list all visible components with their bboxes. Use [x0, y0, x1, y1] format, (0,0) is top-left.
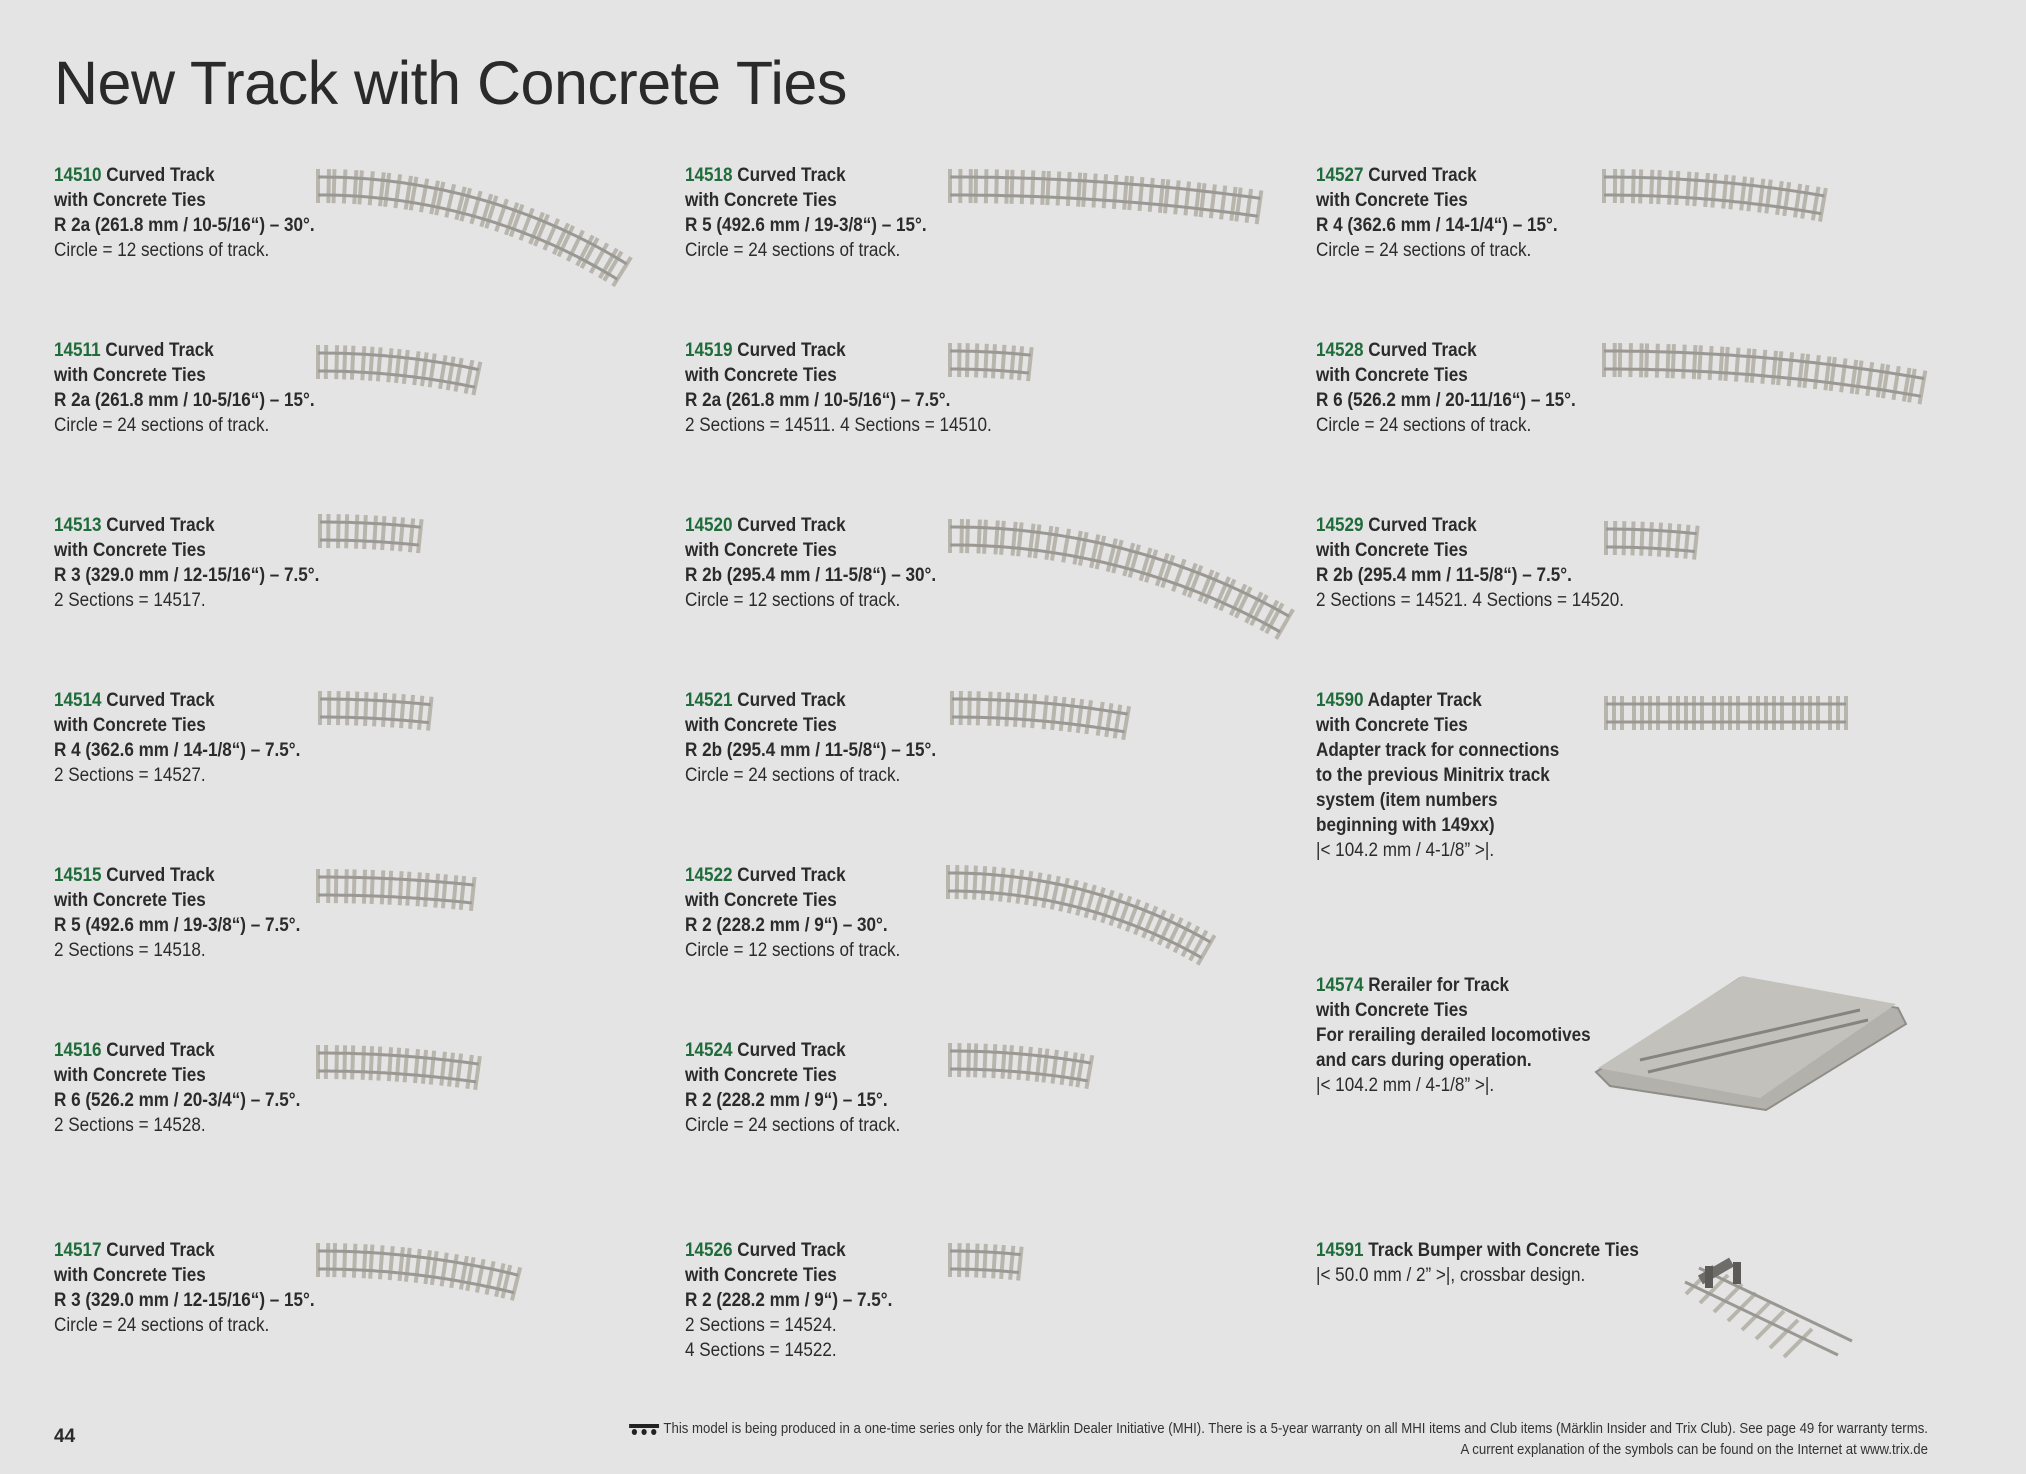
catalog-item — [1316, 338, 1576, 438]
item-subtitle: with Concrete Ties — [1316, 540, 1468, 561]
item-heading — [54, 1038, 300, 1063]
catalog-item — [685, 338, 992, 438]
track-bumper-illustration — [1685, 1258, 1852, 1357]
catalog-item — [54, 1238, 315, 1338]
item-note: Circle = 24 sections of track. — [685, 765, 901, 786]
item-heading — [1316, 513, 1624, 538]
track-14511 — [318, 345, 480, 395]
item-subtitle: with Concrete Ties — [1316, 190, 1468, 211]
item-subtitle: with Concrete Ties — [54, 715, 206, 736]
item-heading — [1316, 338, 1576, 363]
item-spec: R 4 (362.6 mm / 14-1/4“) – 15°. — [1316, 215, 1558, 236]
item-subtitle: with Concrete Ties — [54, 190, 206, 211]
item-heading — [54, 513, 319, 538]
item-number: 14513 — [54, 515, 102, 536]
item-name: Curved Track — [732, 1240, 846, 1261]
item-subtitle: with Concrete Ties — [1316, 715, 1468, 736]
item-name: Curved Track — [101, 690, 215, 711]
catalog-item — [54, 688, 300, 788]
item-name: Track Bumper with Concrete Ties — [1363, 1240, 1639, 1261]
item-note: |< 104.2 mm / 4-1/8” >|. — [1316, 1075, 1495, 1096]
item-name: Curved Track — [101, 1240, 215, 1261]
item-spec: R 3 (329.0 mm / 12-15/16“) – 15°. — [54, 1290, 315, 1311]
item-spec: R 2a (261.8 mm / 10-5/16“) – 30°. — [54, 215, 315, 236]
item-spec: R 2b (295.4 mm / 11-5/8“) – 7.5°. — [1316, 565, 1572, 586]
track-14513 — [320, 514, 422, 553]
catalog-item — [54, 863, 300, 963]
item-number: 14516 — [54, 1040, 102, 1061]
item-number: 14519 — [685, 340, 733, 361]
page-number: 44 — [54, 1426, 76, 1447]
item-note: |< 50.0 mm / 2” >|, crossbar design. — [1316, 1265, 1586, 1286]
catalog-item — [685, 513, 936, 613]
item-heading — [685, 338, 992, 363]
item-subtitle: with Concrete Ties — [54, 890, 206, 911]
item-number: 14515 — [54, 865, 102, 886]
item-number: 14590 — [1316, 690, 1364, 711]
item-name: Curved Track — [1363, 165, 1477, 186]
item-note: 2 Sections = 14511. 4 Sections = 14510. — [685, 415, 992, 436]
item-note: 4 Sections = 14522. — [685, 1340, 837, 1361]
track-14528 — [1604, 343, 1925, 404]
footer-note — [628, 1418, 1928, 1460]
page-title: New Track with Concrete Ties — [54, 49, 847, 117]
item-heading — [685, 688, 936, 713]
item-note: 2 Sections = 14518. — [54, 940, 206, 961]
item-note: 2 Sections = 14527. — [54, 765, 206, 786]
item-spec: R 3 (329.0 mm / 12-15/16“) – 7.5°. — [54, 565, 320, 586]
item-note: Circle = 24 sections of track. — [1316, 240, 1532, 261]
item-spec: system (item numbers — [1316, 790, 1498, 811]
item-subtitle: with Concrete Ties — [685, 1265, 837, 1286]
item-name: Curved Track — [101, 165, 215, 186]
item-spec: R 2 (228.2 mm / 9“) – 7.5°. — [685, 1290, 893, 1311]
track-14518 — [950, 169, 1261, 224]
track-14517 — [318, 1243, 520, 1300]
track-14520 — [950, 519, 1293, 639]
track-14515 — [318, 869, 475, 911]
item-spec: R 4 (362.6 mm / 14-1/8“) – 7.5°. — [54, 740, 301, 761]
item-number: 14522 — [685, 865, 733, 886]
item-note: Circle = 12 sections of track. — [54, 240, 270, 261]
item-name: Curved Track — [101, 1040, 215, 1061]
item-spec: R 5 (492.6 mm / 19-3/8“) – 7.5°. — [54, 915, 301, 936]
item-spec: and cars during operation. — [1316, 1050, 1532, 1071]
track-14522 — [948, 865, 1215, 965]
item-spec: R 2a (261.8 mm / 10-5/16“) – 15°. — [54, 390, 315, 411]
catalog-item — [685, 863, 900, 963]
item-heading — [54, 863, 300, 888]
item-spec: Adapter track for connections — [1316, 740, 1560, 761]
item-note: 2 Sections = 14517. — [54, 590, 206, 611]
item-note: Circle = 24 sections of track. — [1316, 415, 1532, 436]
item-note: 2 Sections = 14521. 4 Sections = 14520. — [1316, 590, 1625, 611]
item-subtitle: with Concrete Ties — [54, 1065, 206, 1086]
catalog-item — [685, 1038, 900, 1138]
item-spec: R 2b (295.4 mm / 11-5/8“) – 15°. — [685, 740, 937, 761]
catalog-item — [54, 1038, 300, 1138]
item-subtitle: with Concrete Ties — [54, 540, 206, 561]
item-name: Curved Track — [732, 165, 846, 186]
item-heading — [685, 1038, 900, 1063]
catalog-item — [685, 163, 927, 263]
item-subtitle: with Concrete Ties — [685, 715, 837, 736]
item-note: Circle = 24 sections of track. — [685, 240, 901, 261]
track-14526 — [950, 1243, 1022, 1281]
item-name: Curved Track — [732, 1040, 846, 1061]
track-14521 — [952, 691, 1129, 740]
rerailer-illustration — [1596, 976, 1906, 1110]
item-heading — [685, 863, 900, 888]
item-note: |< 104.2 mm / 4-1/8” >|. — [1316, 840, 1495, 861]
catalog-item — [1316, 1238, 1639, 1288]
item-number: 14524 — [685, 1040, 733, 1061]
item-heading — [54, 1238, 315, 1263]
item-subtitle: with Concrete Ties — [685, 365, 837, 386]
item-note: 2 Sections = 14528. — [54, 1115, 206, 1136]
item-note: Circle = 12 sections of track. — [685, 940, 901, 961]
mhi-symbol-icon — [628, 1422, 660, 1436]
track-14527 — [1604, 169, 1826, 222]
item-name: Curved Track — [101, 515, 215, 536]
track-14524 — [950, 1043, 1092, 1089]
item-note: Circle = 12 sections of track. — [685, 590, 901, 611]
catalog-item — [1316, 513, 1624, 613]
item-heading — [54, 338, 315, 363]
item-subtitle: with Concrete Ties — [1316, 1000, 1468, 1021]
item-subtitle: with Concrete Ties — [685, 540, 837, 561]
item-note: Circle = 24 sections of track. — [54, 415, 270, 436]
item-name: Curved Track — [732, 515, 846, 536]
item-spec: R 6 (526.2 mm / 20-3/4“) – 7.5°. — [54, 1090, 301, 1111]
item-spec: R 2 (228.2 mm / 9“) – 30°. — [685, 915, 888, 936]
footer-symbols-text: A current explanation of the symbols can be found on the Internet at www.trix.de — [1460, 1441, 1928, 1458]
track-14510 — [318, 169, 631, 286]
item-number: 14527 — [1316, 165, 1364, 186]
item-spec: R 5 (492.6 mm / 19-3/8“) – 15°. — [685, 215, 927, 236]
item-heading — [1316, 688, 1559, 713]
item-name: Curved Track — [1363, 515, 1477, 536]
item-heading — [1316, 163, 1558, 188]
item-name: Curved Track — [732, 340, 846, 361]
item-spec: For rerailing derailed locomotives — [1316, 1025, 1591, 1046]
catalog-item — [1316, 688, 1559, 863]
item-name: Curved Track — [1363, 340, 1477, 361]
item-number: 14526 — [685, 1240, 733, 1261]
item-subtitle: with Concrete Ties — [54, 365, 206, 386]
catalog-item — [54, 513, 319, 613]
item-heading — [685, 1238, 892, 1263]
catalog-item — [1316, 973, 1591, 1098]
item-name: Adapter Track — [1363, 690, 1482, 711]
item-number: 14518 — [685, 165, 733, 186]
item-note: Circle = 24 sections of track. — [54, 1315, 270, 1336]
item-number: 14574 — [1316, 975, 1364, 996]
track-14514 — [320, 691, 432, 731]
item-name: Curved Track — [732, 690, 846, 711]
track-14516 — [318, 1045, 480, 1090]
item-name: Curved Track — [732, 865, 846, 886]
item-heading — [685, 513, 936, 538]
footer-warranty-text: This model is being produced in a one-time series only for the Märklin Dealer Initiative (MHI). There is a 5-year warranty on all MHI items and Club items (Märklin Insider and Trix Club). See page 49 for warranty terms. — [663, 1420, 1928, 1437]
item-number: 14591 — [1316, 1240, 1364, 1261]
item-spec: R 2 (228.2 mm / 9“) – 15°. — [685, 1090, 888, 1111]
item-note: 2 Sections = 14524. — [685, 1315, 837, 1336]
item-subtitle: with Concrete Ties — [54, 1265, 206, 1286]
item-name: Rerailer for Track — [1363, 975, 1509, 996]
item-name: Curved Track — [100, 340, 214, 361]
item-number: 14521 — [685, 690, 733, 711]
item-note: Circle = 24 sections of track. — [685, 1115, 901, 1136]
item-number: 14529 — [1316, 515, 1364, 536]
catalog-item — [685, 688, 936, 788]
item-number: 14510 — [54, 165, 102, 186]
item-heading — [1316, 973, 1591, 998]
catalog-item — [1316, 163, 1558, 263]
item-heading — [1316, 1238, 1639, 1263]
item-subtitle: with Concrete Ties — [1316, 365, 1468, 386]
item-number: 14511 — [54, 340, 101, 361]
catalog-item — [685, 1238, 892, 1363]
item-spec: beginning with 149xx) — [1316, 815, 1495, 836]
item-spec: R 6 (526.2 mm / 20-11/16“) – 15°. — [1316, 390, 1576, 411]
item-heading — [54, 688, 300, 713]
item-number: 14528 — [1316, 340, 1364, 361]
item-name: Curved Track — [101, 865, 215, 886]
item-spec: R 2b (295.4 mm / 11-5/8“) – 30°. — [685, 565, 937, 586]
item-number: 14514 — [54, 690, 102, 711]
item-subtitle: with Concrete Ties — [685, 1065, 837, 1086]
catalog-item — [54, 338, 315, 438]
item-spec: to the previous Minitrix track — [1316, 765, 1550, 786]
item-heading — [685, 163, 927, 188]
item-subtitle: with Concrete Ties — [685, 190, 837, 211]
catalog-item — [54, 163, 315, 263]
item-number: 14517 — [54, 1240, 102, 1261]
item-subtitle: with Concrete Ties — [685, 890, 837, 911]
track-14590 — [1606, 696, 1846, 730]
item-number: 14520 — [685, 515, 733, 536]
item-heading — [54, 163, 315, 188]
item-spec: R 2a (261.8 mm / 10-5/16“) – 7.5°. — [685, 390, 951, 411]
